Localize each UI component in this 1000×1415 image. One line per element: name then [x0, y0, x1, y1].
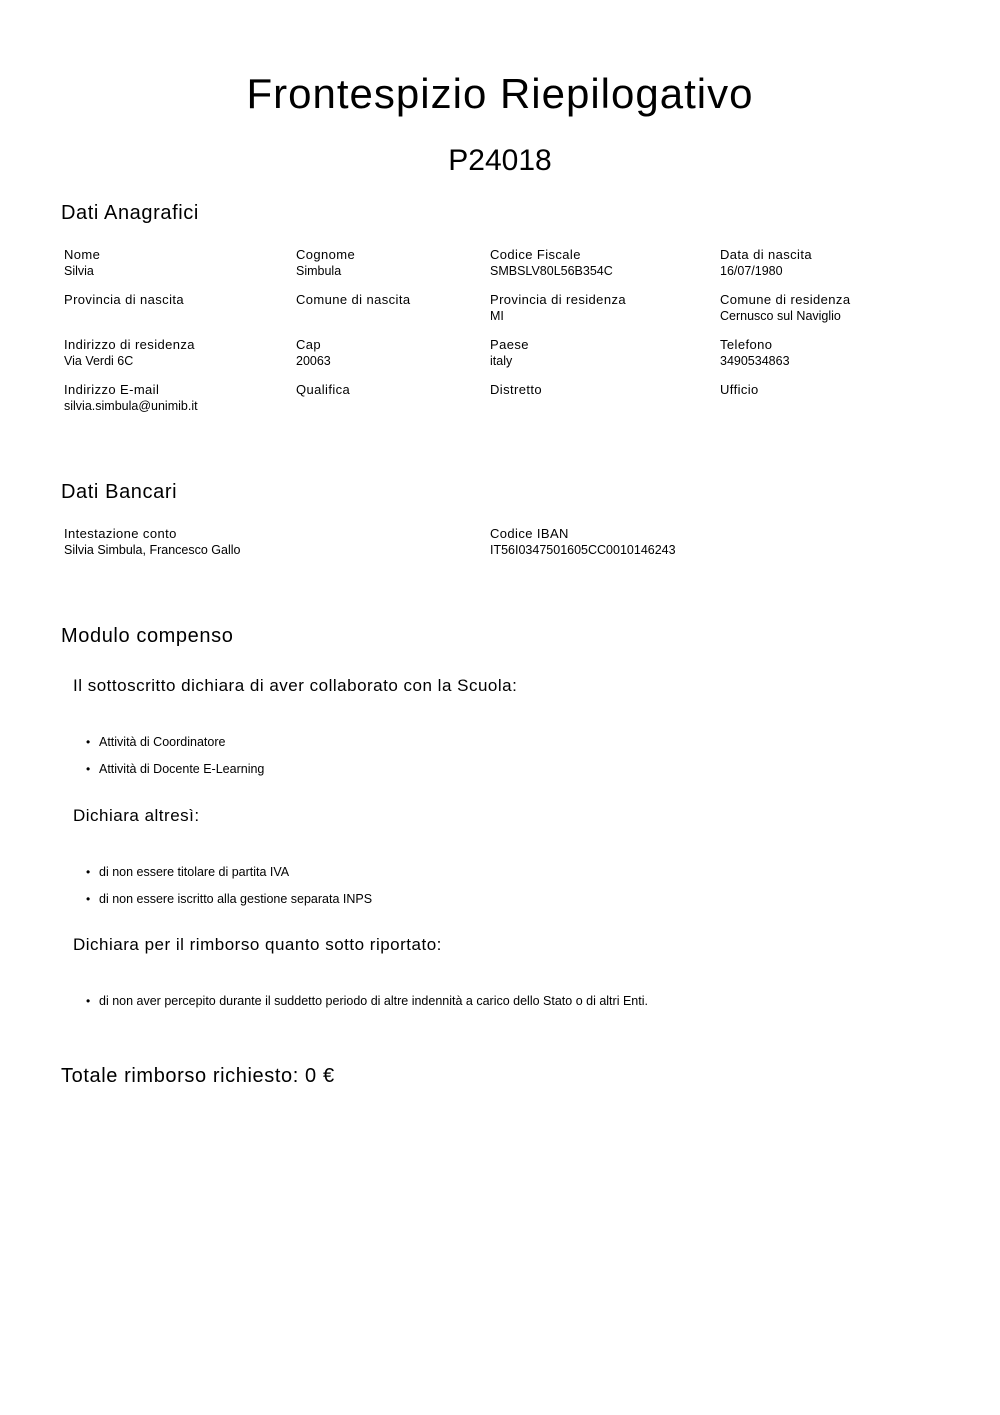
field-value: Cernusco sul Naviglio [720, 309, 841, 323]
field-label: Cap [296, 337, 322, 352]
field-codice-iban [490, 525, 676, 559]
field-value: 20063 [296, 354, 331, 368]
field-value: SMBSLV80L56B354C [490, 264, 613, 278]
field-indirizzo-residenza [64, 336, 195, 370]
field-provincia-nascita [64, 291, 184, 308]
field-label: Codice IBAN [490, 526, 569, 541]
field-value: Silvia [64, 264, 94, 278]
field-value: 16/07/1980 [720, 264, 783, 278]
rimborso-list [86, 993, 648, 1020]
anagrafici-row [64, 336, 964, 381]
altresi-list [86, 864, 372, 918]
field-label: Provincia di residenza [490, 292, 626, 307]
field-provincia-residenza [490, 291, 626, 325]
field-email [64, 381, 198, 415]
field-value: MI [490, 309, 504, 323]
section-heading-compenso: Modulo compenso [61, 625, 234, 647]
bancari-grid [64, 525, 964, 565]
field-value: IT56I0347501605CC0010146243 [490, 543, 676, 557]
field-value: Silvia Simbula, Francesco Gallo [64, 543, 241, 557]
field-value: Simbula [296, 264, 342, 278]
list-item: • Attività di Docente E-Learning [86, 761, 264, 778]
rimborso-heading: Dichiara per il rimborso quanto sotto riportato: [73, 935, 442, 954]
field-label: Paese [490, 337, 529, 352]
field-label: Indirizzo di residenza [64, 337, 195, 352]
field-comune-residenza [720, 291, 850, 325]
field-label: Distretto [490, 382, 543, 397]
field-label: Intestazione conto [64, 526, 177, 541]
total-reimbursement: Totale rimborso richiesto: 0 € [61, 1065, 335, 1087]
field-comune-nascita [296, 291, 410, 308]
field-label: Nome [64, 247, 101, 262]
field-label: Qualifica [296, 382, 351, 397]
field-qualifica [296, 381, 350, 398]
document-code: P24018 [448, 144, 552, 177]
field-label: Comune di nascita [296, 292, 411, 307]
field-intestazione-conto [64, 525, 240, 559]
field-value: silvia.simbula@unimib.it [64, 399, 198, 413]
anagrafici-row [64, 381, 964, 426]
field-value: italy [490, 354, 513, 368]
field-label: Data di nascita [720, 247, 812, 262]
field-value: 3490534863 [720, 354, 790, 368]
field-label: Codice Fiscale [490, 247, 581, 262]
section-heading-anagrafici: Dati Anagrafici [61, 202, 199, 224]
list-item: • Attività di Coordinatore [86, 734, 264, 751]
field-label: Provincia di nascita [64, 292, 184, 307]
field-cap [296, 336, 331, 370]
field-label: Cognome [296, 247, 356, 262]
field-label: Comune di residenza [720, 292, 851, 307]
field-value: Via Verdi 6C [64, 354, 134, 368]
anagrafici-grid [64, 246, 964, 426]
field-nome [64, 246, 100, 280]
anagrafici-row [64, 291, 964, 336]
field-paese [490, 336, 529, 370]
list-item: • di non essere iscritto alla gestione separata INPS [86, 891, 372, 908]
anagrafici-row [64, 246, 964, 291]
page-title: Frontespizio Riepilogativo [246, 70, 754, 117]
field-cognome [296, 246, 355, 280]
collab-list [86, 734, 264, 788]
field-telefono [720, 336, 790, 370]
field-distretto [490, 381, 542, 398]
field-codice-fiscale [490, 246, 613, 280]
collab-heading: Il sottoscritto dichiara di aver collaborato con la Scuola: [73, 676, 518, 695]
section-heading-bancari: Dati Bancari [61, 481, 178, 503]
field-data-nascita [720, 246, 812, 280]
list-item: • di non aver percepito durante il suddetto periodo di altre indennità a carico dello Stato o di altri Enti. [86, 993, 648, 1010]
field-label: Indirizzo E-mail [64, 382, 160, 397]
field-label: Ufficio [720, 382, 759, 397]
altresi-heading: Dichiara altresì: [73, 806, 200, 825]
field-label: Telefono [720, 337, 773, 352]
field-ufficio [720, 381, 759, 398]
list-item: • di non essere titolare di partita IVA [86, 864, 372, 881]
